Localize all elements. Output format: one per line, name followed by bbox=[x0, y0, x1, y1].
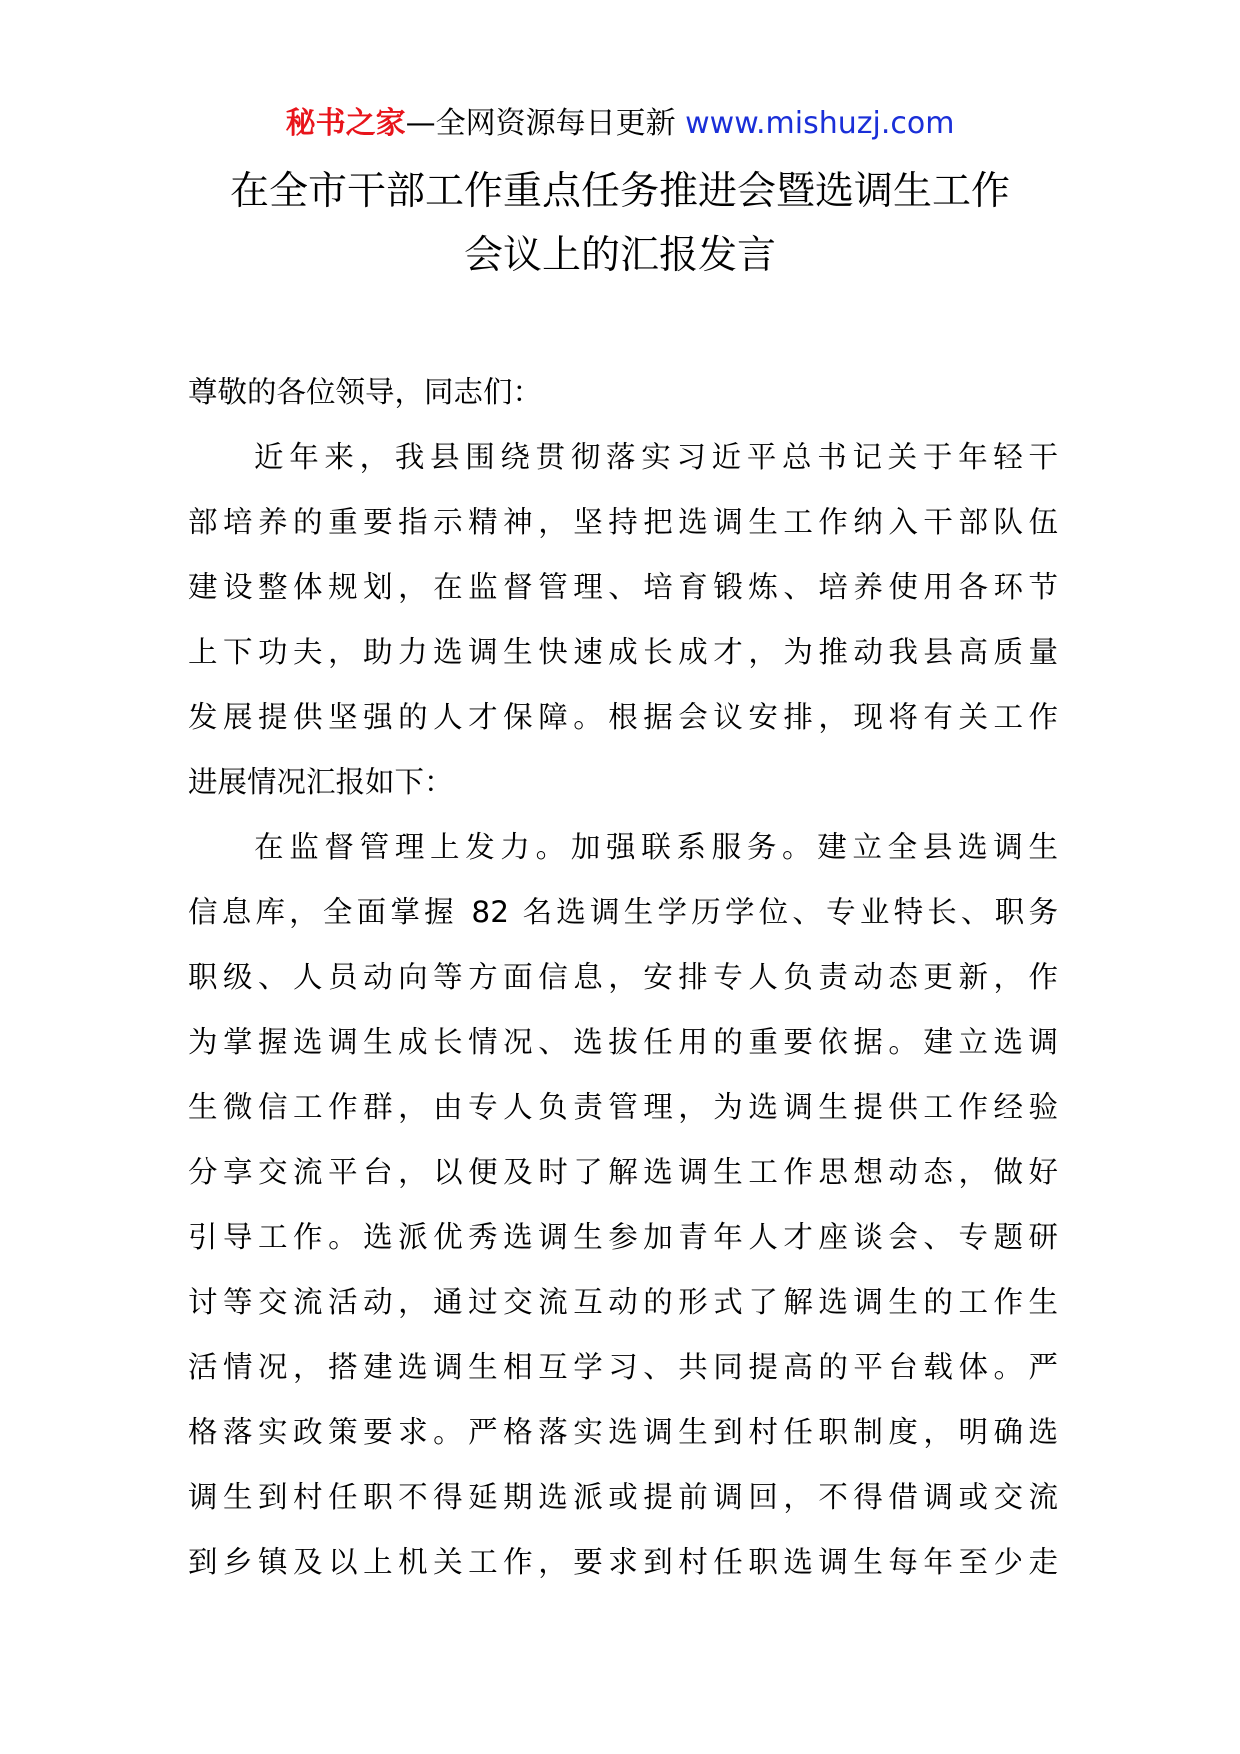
paragraph-line: 为掌握选调生成长情况、选拔任用的重要依据。建立选调 bbox=[188, 1025, 1058, 1059]
paragraph-line: 近年来，我县围绕贯彻落实习近平总书记关于年轻干 bbox=[254, 440, 1058, 474]
brand-name: 秘书之家 bbox=[285, 106, 406, 141]
paragraph-line: 生微信工作群，由专人负责管理，为选调生提供工作经验 bbox=[188, 1090, 1058, 1124]
paragraph-line: 引导工作。选派优秀选调生参加青年人才座谈会、专题研 bbox=[188, 1220, 1058, 1254]
paragraph-line: 格落实政策要求。严格落实选调生到村任职制度，明确选 bbox=[188, 1415, 1058, 1449]
paragraph-line: 分享交流平台，以便及时了解选调生工作思想动态，做好 bbox=[188, 1155, 1058, 1189]
paragraph-line: 调生到村任职不得延期选派或提前调回，不得借调或交流 bbox=[188, 1480, 1058, 1514]
title-line-2: 会议上的汇报发言 bbox=[463, 233, 776, 278]
paragraph-line: 发展提供坚强的人才保障。根据会议安排，现将有关工作 bbox=[188, 700, 1058, 734]
salutation: 尊敬的各位领导，同志们： bbox=[188, 375, 543, 409]
paragraph-line: 进展情况汇报如下： bbox=[188, 765, 454, 799]
paragraph-line: 上下功夫，助力选调生快速成长成才，为推动我县高质量 bbox=[188, 635, 1058, 669]
paragraph-line: 职级、人员动向等方面信息，安排专人负责动态更新，作 bbox=[188, 960, 1058, 994]
site-url-link[interactable]: www.mishuzj.com bbox=[685, 106, 955, 141]
title-line-1: 在全市干部工作重点任务推进会暨选调生工作 bbox=[229, 169, 1010, 214]
paragraph-line: 到乡镇及以上机关工作，要求到村任职选调生每年至少走 bbox=[188, 1545, 1058, 1579]
paragraph-line: 讨等交流活动，通过交流互动的形式了解选调生的工作生 bbox=[188, 1285, 1058, 1319]
document-body bbox=[188, 360, 1058, 1595]
document-title bbox=[150, 160, 1090, 288]
header-slogan: —全网资源每日更新 bbox=[405, 106, 676, 141]
site-header bbox=[0, 104, 1240, 144]
paragraph-line: 活情况，搭建选调生相互学习、共同提高的平台载体。严 bbox=[188, 1350, 1058, 1384]
paragraph-line: 在监督管理上发力。加强联系服务。建立全县选调生 bbox=[254, 830, 1058, 864]
paragraph-line: 部培养的重要指示精神，坚持把选调生工作纳入干部队伍 bbox=[188, 505, 1058, 539]
paragraph-line: 建设整体规划，在监督管理、培育锻炼、培养使用各环节 bbox=[188, 570, 1058, 604]
paragraph-line: 信息库，全面掌握 82 名选调生学历学位、专业特长、职务 bbox=[188, 895, 1058, 929]
